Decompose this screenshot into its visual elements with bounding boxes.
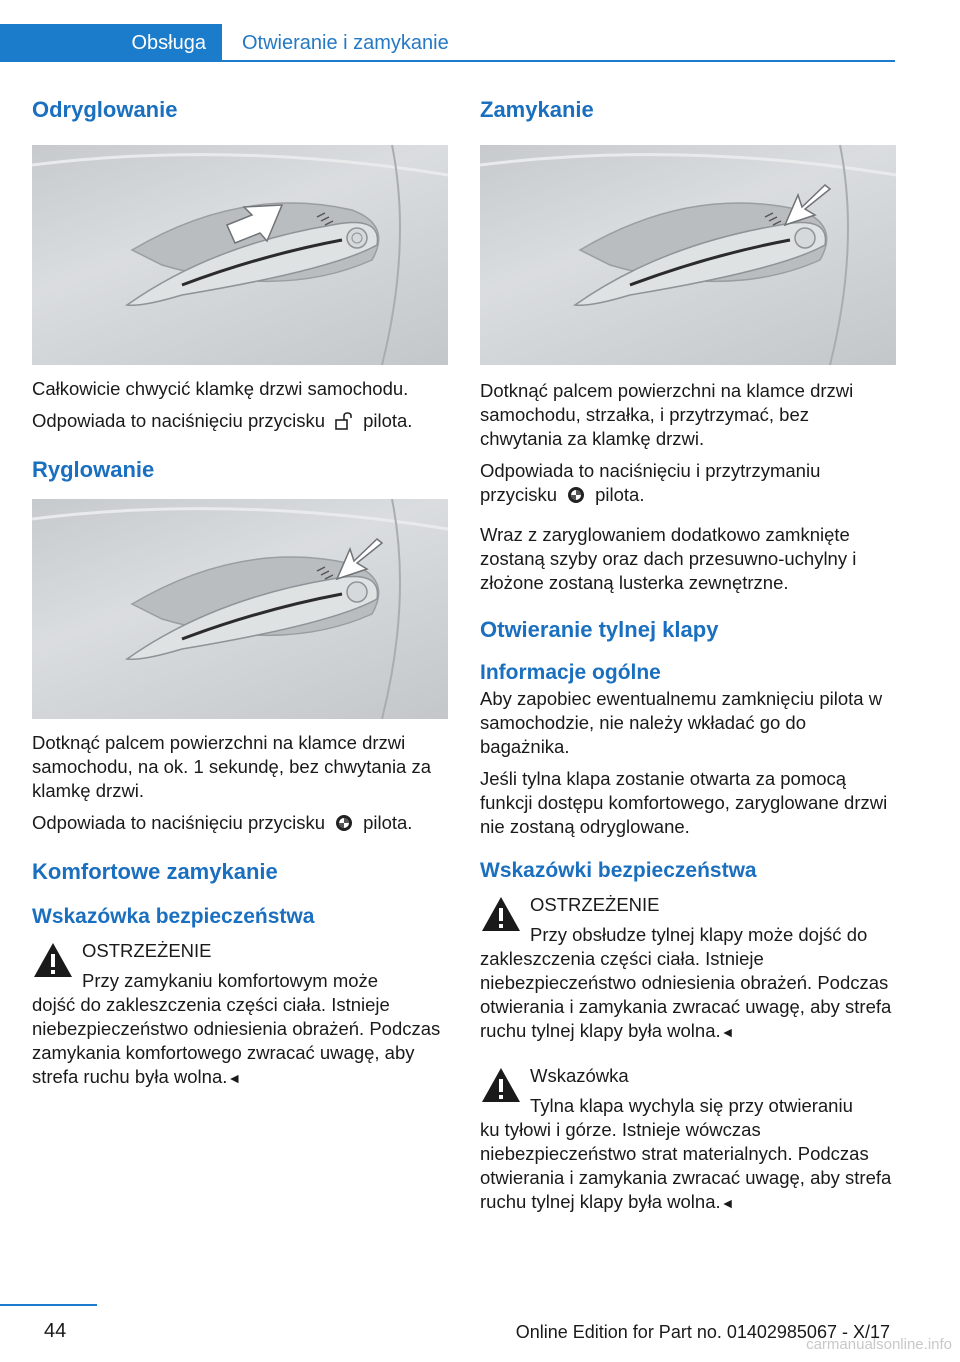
warning-triangle-icon: [32, 941, 74, 979]
unlock-equivalent-suffix: pilota.: [363, 410, 413, 431]
warning-title: OSTRZEŻENIE: [82, 940, 212, 961]
warning-text: [480, 923, 896, 1044]
close-equivalent-suffix: pilota.: [595, 484, 645, 505]
right-column: [480, 95, 896, 1215]
general-info-p1: Aby zapobiec ewentualnemu zamknięciu pilota w samochodzie, nie należy wkładać go do bagażnika.: [480, 688, 883, 757]
lock-equivalent: [32, 811, 448, 835]
end-mark: ◄: [720, 1195, 735, 1211]
door-handle-illustration: [32, 145, 448, 365]
section-tab: Obsługa: [0, 24, 222, 62]
warning-line-1: Przy zamykaniu komfortowym może: [82, 970, 379, 991]
end-mark: ◄: [720, 1024, 735, 1040]
door-handle-unlock-figure: [32, 145, 448, 365]
close-equivalent-text: Odpowiada to naciśnięciu i przytrzymaniu przycisku: [480, 460, 821, 505]
general-info-p2: Jeśli tylna klapa zostanie otwarta za pomocą funkcji dostępu komfortowego, zaryglowane drzwi nie zostaną odryglowane.: [480, 768, 888, 837]
warning-line-1: Przy obsłudze tylnej klapy może dojść do: [530, 924, 868, 945]
safety-subheading: Wskazówki bezpieczeństwa: [480, 859, 757, 882]
unlock-equivalent: [32, 409, 448, 433]
door-handle-illustration: [480, 145, 896, 365]
note-rest: ku tyłowi i górze. Istnieje wówczas niebezpieczeństwo strat materialnych. Podczas otwierania i zamykania zwracać uwagę, aby strefa ruchu tylnej klapy była wolna.: [480, 1119, 892, 1212]
lock-equivalent-text: Odpowiada to naciśnięciu przycisku: [32, 812, 326, 833]
close-equivalent: [480, 459, 896, 507]
note-text: [480, 1094, 896, 1215]
note-block: [480, 1064, 896, 1215]
lock-heading: Ryglowanie: [32, 457, 155, 482]
general-info-subheading: Informacje ogólne: [480, 661, 661, 684]
bmw-logo-icon: [565, 486, 587, 504]
unlock-equivalent-text: Odpowiada to naciśnięciu przycisku: [32, 410, 326, 431]
warning-rest: dojść do zakleszczenia części ciała. Istnieje niebezpieczeństwo odniesienia obrażeń. Podczas zamykania komfortowego zwracać uwagę, aby strefa ruchu była wolna.: [32, 994, 441, 1087]
lock-instruction: Dotknąć palcem powierzchni na klamce drzwi samochodu, na ok. 1 sekundę, bez chwytania za klamkę drzwi.: [32, 732, 432, 801]
close-heading: Zamykanie: [480, 97, 594, 122]
note-line-1: Tylna klapa wychyla się przy otwieraniu: [530, 1095, 853, 1116]
watermark: carmanualsonline.info: [806, 1336, 952, 1353]
unlock-padlock-icon: [333, 412, 355, 430]
bmw-logo-icon: [333, 814, 355, 832]
note-title: Wskazówka: [530, 1065, 629, 1086]
header-rule: [222, 60, 895, 62]
warning-triangle-icon: [480, 895, 522, 933]
chapter-tab: Otwieranie i zamykanie: [242, 32, 449, 54]
warning-text: [32, 969, 448, 1090]
warning-block: [32, 939, 448, 1090]
safety-subheading: Wskazówka bezpieczeństwa: [32, 905, 315, 928]
tailgate-heading: Otwieranie tylnej klapy: [480, 617, 719, 642]
comfort-close-heading: Komfortowe zamykanie: [32, 859, 278, 884]
left-column: [32, 95, 448, 1090]
end-mark: ◄: [227, 1070, 242, 1086]
lock-equivalent-suffix: pilota.: [363, 812, 413, 833]
page-number: 44: [44, 1320, 67, 1342]
warning-title: OSTRZEŻENIE: [530, 894, 660, 915]
door-handle-illustration: [32, 499, 448, 719]
close-instruction: Dotknąć palcem powierzchni na klamce drzwi samochodu, strzałka, i przytrzymać, bez chwytania za klamkę drzwi.: [480, 380, 854, 449]
footer-rule: [0, 1304, 97, 1306]
warning-block: [480, 893, 896, 1044]
door-handle-lock-figure: [32, 499, 448, 719]
door-handle-close-figure: [480, 145, 896, 365]
page-header: [0, 24, 895, 62]
unlock-instruction: Całkowicie chwycić klamkę drzwi samochodu.: [32, 378, 409, 399]
warning-rest: zakleszczenia części ciała. Istnieje niebezpieczeństwo odniesienia obrażeń. Podczas otwierania i zamykania zwracać uwagę, aby strefa ruchu tylnej klapy była wolna.: [480, 948, 892, 1041]
close-additional-info: Wraz z zaryglowaniem dodatkowo zamknięte zostaną szyby oraz dach przesuwno-uchylny i złożone zostaną lusterka zewnętrzne.: [480, 524, 857, 593]
warning-triangle-icon: [480, 1066, 522, 1104]
unlock-heading: Odryglowanie: [32, 97, 178, 122]
edition-text: Online Edition for Part no. 01402985067 - X/17: [515, 1322, 890, 1342]
